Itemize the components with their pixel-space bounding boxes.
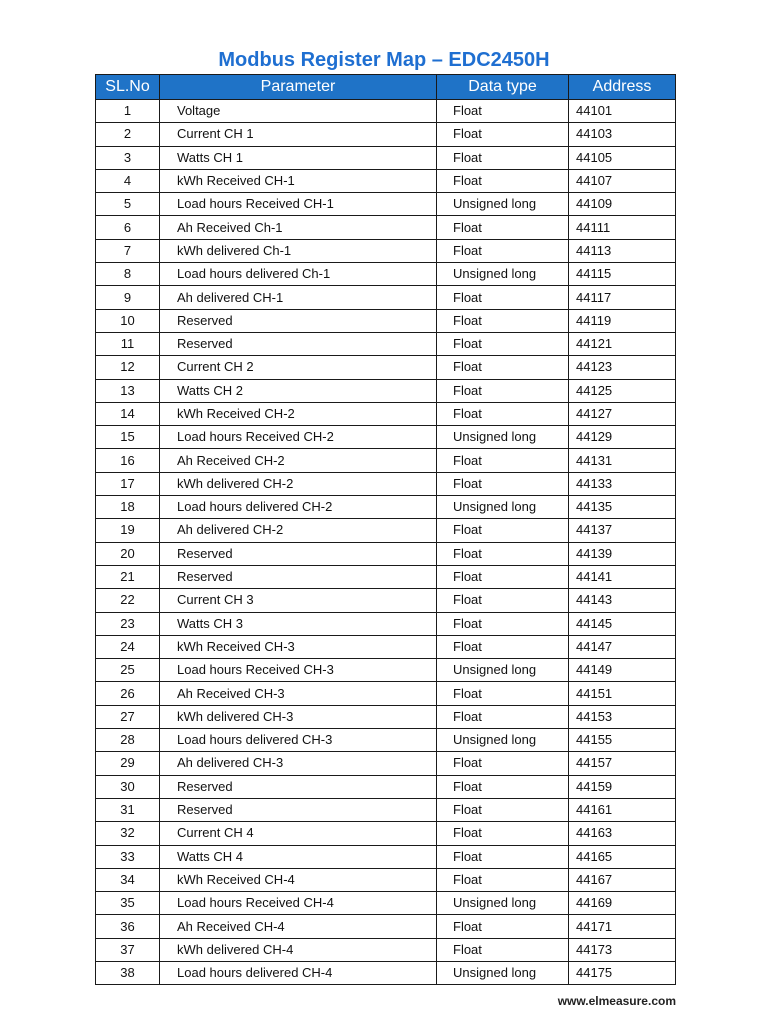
slno-cell: 10: [96, 309, 160, 332]
parameter-cell: Ah Received CH-3: [160, 682, 437, 705]
table-row: [96, 519, 676, 542]
website-footer: www.elmeasure.com: [557, 994, 676, 1008]
data-type-cell: Float: [437, 635, 569, 658]
slno-cell: 31: [96, 798, 160, 821]
data-type-cell: Float: [437, 169, 569, 192]
data-type-cell: Float: [437, 216, 569, 239]
parameter-cell: Reserved: [160, 798, 437, 821]
address-cell: 44139: [569, 542, 676, 565]
address-cell: 44171: [569, 915, 676, 938]
parameter-cell: Load hours delivered Ch-1: [160, 263, 437, 286]
slno-cell: 6: [96, 216, 160, 239]
parameter-cell: kWh delivered CH-3: [160, 705, 437, 728]
document-title: Modbus Register Map – EDC2450H: [218, 49, 550, 71]
address-cell: 44151: [569, 682, 676, 705]
address-cell: 44147: [569, 635, 676, 658]
slno-cell: 29: [96, 752, 160, 775]
data-type-cell: Float: [437, 822, 569, 845]
address-cell: 44155: [569, 729, 676, 752]
table-row: [96, 216, 676, 239]
data-type-cell: Float: [437, 775, 569, 798]
table-row: [96, 635, 676, 658]
data-type-cell: Float: [437, 379, 569, 402]
parameter-cell: Reserved: [160, 332, 437, 355]
slno-cell: 32: [96, 822, 160, 845]
data-type-cell: Float: [437, 612, 569, 635]
data-type-cell: Unsigned long: [437, 496, 569, 519]
parameter-cell: kWh Received CH-2: [160, 402, 437, 425]
parameter-cell: Reserved: [160, 565, 437, 588]
address-cell: 44123: [569, 356, 676, 379]
data-type-cell: Float: [437, 752, 569, 775]
table-row: [96, 822, 676, 845]
data-type-cell: Float: [437, 146, 569, 169]
parameter-cell: kWh Received CH-1: [160, 169, 437, 192]
parameter-cell: Current CH 1: [160, 123, 437, 146]
table-row: [96, 309, 676, 332]
parameter-cell: Current CH 3: [160, 589, 437, 612]
parameter-cell: Current CH 2: [160, 356, 437, 379]
address-cell: 44161: [569, 798, 676, 821]
table-row: [96, 193, 676, 216]
header-address: Address: [569, 75, 676, 100]
slno-cell: 4: [96, 169, 160, 192]
slno-cell: 5: [96, 193, 160, 216]
data-type-cell: Float: [437, 402, 569, 425]
slno-cell: 1: [96, 100, 160, 123]
table-row: [96, 426, 676, 449]
slno-cell: 36: [96, 915, 160, 938]
table-header-row: [96, 75, 676, 100]
address-cell: 44141: [569, 565, 676, 588]
slno-cell: 8: [96, 263, 160, 286]
data-type-cell: Float: [437, 309, 569, 332]
address-cell: 44127: [569, 402, 676, 425]
parameter-cell: Ah Received CH-4: [160, 915, 437, 938]
data-type-cell: Float: [437, 239, 569, 262]
address-cell: 44109: [569, 193, 676, 216]
table-row: [96, 589, 676, 612]
slno-cell: 26: [96, 682, 160, 705]
parameter-cell: Ah delivered CH-3: [160, 752, 437, 775]
address-cell: 44137: [569, 519, 676, 542]
table-row: [96, 938, 676, 961]
slno-cell: 17: [96, 472, 160, 495]
table-row: [96, 146, 676, 169]
slno-cell: 33: [96, 845, 160, 868]
address-cell: 44103: [569, 123, 676, 146]
table-row: [96, 845, 676, 868]
table-row: [96, 892, 676, 915]
data-type-cell: Float: [437, 542, 569, 565]
table-row: [96, 565, 676, 588]
data-type-cell: Float: [437, 565, 569, 588]
parameter-cell: Ah delivered CH-1: [160, 286, 437, 309]
slno-cell: 38: [96, 961, 160, 984]
data-type-cell: Float: [437, 938, 569, 961]
address-cell: 44153: [569, 705, 676, 728]
address-cell: 44163: [569, 822, 676, 845]
table-row: [96, 612, 676, 635]
parameter-cell: Watts CH 3: [160, 612, 437, 635]
parameter-cell: Watts CH 2: [160, 379, 437, 402]
slno-cell: 27: [96, 705, 160, 728]
table-row: [96, 775, 676, 798]
address-cell: 44131: [569, 449, 676, 472]
table-row: [96, 542, 676, 565]
address-cell: 44167: [569, 868, 676, 891]
data-type-cell: Float: [437, 798, 569, 821]
table-row: [96, 659, 676, 682]
slno-cell: 28: [96, 729, 160, 752]
address-cell: 44113: [569, 239, 676, 262]
parameter-cell: Reserved: [160, 309, 437, 332]
parameter-cell: Load hours delivered CH-4: [160, 961, 437, 984]
table-row: [96, 123, 676, 146]
header-parameter: Parameter: [160, 75, 437, 100]
address-cell: 44125: [569, 379, 676, 402]
table-row: [96, 356, 676, 379]
table-row: [96, 286, 676, 309]
address-cell: 44121: [569, 332, 676, 355]
parameter-cell: Load hours Received CH-3: [160, 659, 437, 682]
header-slno: SL.No: [96, 75, 160, 100]
parameter-cell: kWh Received CH-4: [160, 868, 437, 891]
data-type-cell: Float: [437, 682, 569, 705]
data-type-cell: Float: [437, 332, 569, 355]
slno-cell: 24: [96, 635, 160, 658]
table-row: [96, 729, 676, 752]
table-row: [96, 379, 676, 402]
table-row: [96, 239, 676, 262]
table-body: [96, 100, 676, 985]
parameter-cell: Reserved: [160, 542, 437, 565]
data-type-cell: Unsigned long: [437, 193, 569, 216]
parameter-cell: Load hours Received CH-2: [160, 426, 437, 449]
parameter-cell: Ah Received Ch-1: [160, 216, 437, 239]
address-cell: 44149: [569, 659, 676, 682]
address-cell: 44173: [569, 938, 676, 961]
parameter-cell: Load hours Received CH-1: [160, 193, 437, 216]
parameter-cell: kWh Received CH-3: [160, 635, 437, 658]
slno-cell: 37: [96, 938, 160, 961]
table-row: [96, 332, 676, 355]
parameter-cell: Ah delivered CH-2: [160, 519, 437, 542]
slno-cell: 20: [96, 542, 160, 565]
table-row: [96, 169, 676, 192]
table-row: [96, 682, 676, 705]
table-row: [96, 449, 676, 472]
table-row: [96, 915, 676, 938]
slno-cell: 11: [96, 332, 160, 355]
parameter-cell: Load hours delivered CH-2: [160, 496, 437, 519]
data-type-cell: Float: [437, 845, 569, 868]
slno-cell: 21: [96, 565, 160, 588]
register-map-table: [95, 74, 676, 985]
data-type-cell: Unsigned long: [437, 659, 569, 682]
slno-cell: 12: [96, 356, 160, 379]
table-row: [96, 705, 676, 728]
data-type-cell: Float: [437, 356, 569, 379]
address-cell: 44169: [569, 892, 676, 915]
address-cell: 44115: [569, 263, 676, 286]
data-type-cell: Float: [437, 705, 569, 728]
data-type-cell: Float: [437, 589, 569, 612]
parameter-cell: Load hours Received CH-4: [160, 892, 437, 915]
address-cell: 44175: [569, 961, 676, 984]
parameter-cell: kWh delivered Ch-1: [160, 239, 437, 262]
slno-cell: 25: [96, 659, 160, 682]
data-type-cell: Unsigned long: [437, 892, 569, 915]
header-data-type: Data type: [437, 75, 569, 100]
parameter-cell: kWh delivered CH-4: [160, 938, 437, 961]
address-cell: 44165: [569, 845, 676, 868]
data-type-cell: Float: [437, 100, 569, 123]
data-type-cell: Unsigned long: [437, 729, 569, 752]
data-type-cell: Float: [437, 123, 569, 146]
table-row: [96, 798, 676, 821]
address-cell: 44159: [569, 775, 676, 798]
data-type-cell: Unsigned long: [437, 426, 569, 449]
table-row: [96, 402, 676, 425]
address-cell: 44145: [569, 612, 676, 635]
slno-cell: 19: [96, 519, 160, 542]
slno-cell: 9: [96, 286, 160, 309]
table-row: [96, 496, 676, 519]
slno-cell: 16: [96, 449, 160, 472]
address-cell: 44111: [569, 216, 676, 239]
slno-cell: 15: [96, 426, 160, 449]
parameter-cell: Watts CH 1: [160, 146, 437, 169]
address-cell: 44135: [569, 496, 676, 519]
parameter-cell: kWh delivered CH-2: [160, 472, 437, 495]
parameter-cell: Current CH 4: [160, 822, 437, 845]
data-type-cell: Float: [437, 472, 569, 495]
slno-cell: 23: [96, 612, 160, 635]
parameter-cell: Reserved: [160, 775, 437, 798]
data-type-cell: Float: [437, 449, 569, 472]
slno-cell: 30: [96, 775, 160, 798]
parameter-cell: Load hours delivered CH-3: [160, 729, 437, 752]
parameter-cell: Watts CH 4: [160, 845, 437, 868]
data-type-cell: Unsigned long: [437, 961, 569, 984]
slno-cell: 22: [96, 589, 160, 612]
address-cell: 44105: [569, 146, 676, 169]
address-cell: 44133: [569, 472, 676, 495]
table-row: [96, 752, 676, 775]
address-cell: 44119: [569, 309, 676, 332]
address-cell: 44143: [569, 589, 676, 612]
data-type-cell: Float: [437, 519, 569, 542]
slno-cell: 34: [96, 868, 160, 891]
table-row: [96, 961, 676, 984]
parameter-cell: Voltage: [160, 100, 437, 123]
table-row: [96, 868, 676, 891]
slno-cell: 14: [96, 402, 160, 425]
slno-cell: 18: [96, 496, 160, 519]
data-type-cell: Float: [437, 868, 569, 891]
table-row: [96, 100, 676, 123]
data-type-cell: Float: [437, 915, 569, 938]
slno-cell: 2: [96, 123, 160, 146]
slno-cell: 7: [96, 239, 160, 262]
address-cell: 44157: [569, 752, 676, 775]
data-type-cell: Unsigned long: [437, 263, 569, 286]
address-cell: 44101: [569, 100, 676, 123]
slno-cell: 35: [96, 892, 160, 915]
table-row: [96, 263, 676, 286]
slno-cell: 3: [96, 146, 160, 169]
slno-cell: 13: [96, 379, 160, 402]
address-cell: 44129: [569, 426, 676, 449]
data-type-cell: Float: [437, 286, 569, 309]
parameter-cell: Ah Received CH-2: [160, 449, 437, 472]
address-cell: 44107: [569, 169, 676, 192]
address-cell: 44117: [569, 286, 676, 309]
table-row: [96, 472, 676, 495]
